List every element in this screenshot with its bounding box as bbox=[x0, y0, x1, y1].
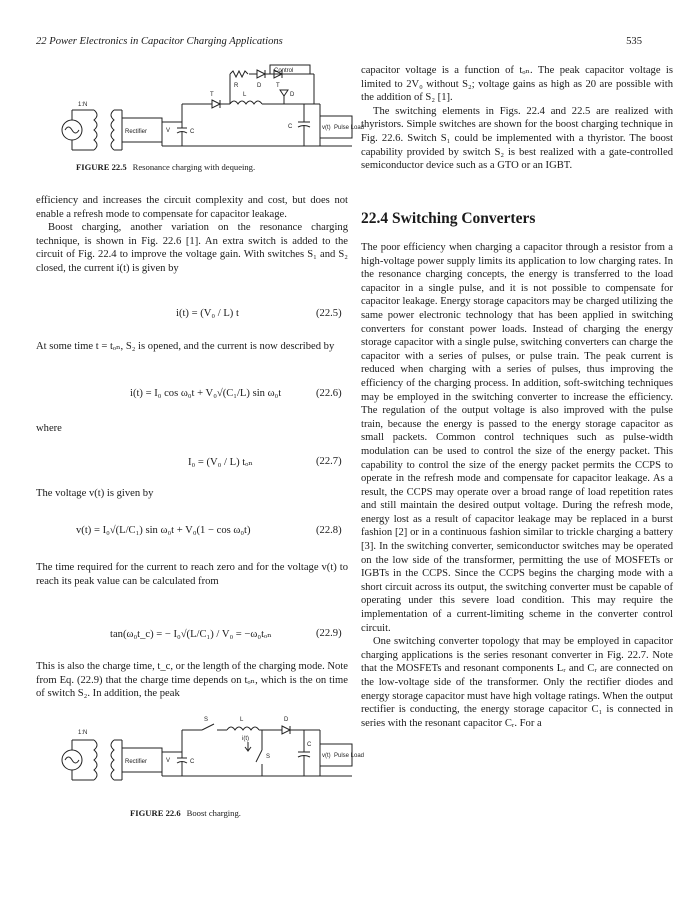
left-column-top bbox=[36, 194, 348, 276]
equation-22-5: i(t) = (V₀ / L) t bbox=[176, 308, 239, 319]
paragraph: The switching elements in Figs. 22.4 and 22.5 are realized with thyristors. Simple switches are shown for the boost charging technique in Fig. 22.6. Switch S₁ could be implemented with a thyristor. The boost capability provided by switch S₂ is best realized with a gate-controlled semiconductor device such as a GTO or an IGBT. bbox=[361, 105, 673, 172]
figure-22-6-caption bbox=[130, 808, 241, 818]
paragraph: The voltage v(t) is given by bbox=[36, 488, 154, 499]
label-l: L bbox=[240, 717, 244, 723]
label-ratio: 1:N bbox=[78, 730, 88, 736]
label-s1: S bbox=[204, 717, 209, 723]
inductor-l bbox=[230, 101, 262, 104]
equation-22-9: tan(ω₀t_c) = − I₀√(L/C₁) / V₀ = −ω₀tₒₙ bbox=[110, 629, 272, 640]
label-c2: C bbox=[190, 759, 195, 765]
label-d1: D bbox=[290, 92, 295, 98]
equation-22-7: I₀ = (V₀ / L) tₒₙ bbox=[188, 457, 253, 468]
paragraph: One switching converter topology that may be employed in capacitor charging applications is the series resonant converter in Fig. 22.7. Note that the MOSFETs and resonant components Lᵣ and Cᵣ are connected on the low-voltage side of the transformer. Only the rectifier diodes and energy storage capacitor must have high voltage ratings. When the output rectifier is conducting, the energy storage capacitor C₁ is connected in series with the resonant capacitor Cᵣ. For a bbox=[361, 636, 673, 729]
figure-label: FIGURE 22.6 bbox=[130, 808, 181, 818]
equation-number: (22.8) bbox=[316, 525, 342, 536]
transformer bbox=[94, 110, 97, 150]
label-t1: T bbox=[210, 92, 214, 98]
paragraph: capacitor voltage is a function of tₒₙ. The peak capacitor voltage is limited to 2V₀ without S₂; voltage gains as high as 20 are possible with the addition of S₂ [1]. bbox=[361, 65, 673, 104]
transformer bbox=[94, 740, 97, 780]
paragraph: efficiency and increases the circuit complexity and cost, but does not enable a refresh mode to compensate for capacitor leakage. bbox=[36, 195, 348, 220]
control-label: Control bbox=[274, 68, 294, 74]
label-v0: V bbox=[166, 128, 171, 134]
label-s2: S bbox=[266, 754, 271, 760]
section-heading: 22.4 Switching Converters bbox=[361, 210, 536, 227]
running-header: 22 Power Electronics in Capacitor Charging Applications bbox=[36, 36, 283, 47]
label-c1: C bbox=[288, 124, 293, 130]
paragraph: Boost charging, another variation on the resonance charging technique, is shown in Fig. 22.6 [1]. An extra switch is added to the circuit of Fig. 22.4 to improve the voltage gain. With switches S₁ and S₂ closed, the current i(t) is given by bbox=[36, 222, 348, 274]
label-rectifier: Rectifier bbox=[125, 759, 148, 765]
label-t2: T bbox=[276, 83, 280, 89]
label-vt: v(t) bbox=[322, 125, 331, 131]
right-column-body bbox=[361, 241, 673, 730]
figure-caption-text: Resonance charging with dequeing. bbox=[132, 162, 256, 172]
equation-22-6: i(t) = I₀ cos ω₀t + V₀√(C₁/L) sin ω₀t bbox=[130, 388, 282, 399]
paragraph: At some time t = tₒₙ, S₂ is opened, and the current is now described by bbox=[36, 341, 335, 352]
paragraph: The time required for the current to reach zero and for the voltage v(t) to reach its peak value can be calculated from bbox=[36, 562, 348, 587]
equation-22-8: v(t) = I₀√(L/C₁) sin ω₀t + V₀(1 − cos ω₀t) bbox=[76, 525, 251, 536]
equation-number: (22.6) bbox=[316, 388, 342, 399]
label-l: L bbox=[243, 92, 247, 98]
label-it: i(t) bbox=[242, 736, 249, 742]
equation-number: (22.5) bbox=[316, 308, 342, 319]
right-column-top bbox=[361, 64, 673, 173]
label-vt: v(t) bbox=[322, 753, 331, 759]
label-r: R bbox=[234, 83, 239, 89]
figure-22-5-caption bbox=[76, 162, 255, 172]
inductor-l bbox=[227, 727, 259, 730]
figure-caption-text: Boost charging. bbox=[186, 808, 241, 818]
figure-label: FIGURE 22.5 bbox=[76, 162, 127, 172]
page-number: 535 bbox=[626, 36, 642, 47]
paragraph: where bbox=[36, 423, 62, 434]
label-d1: D bbox=[284, 717, 289, 723]
label-ratio: 1:N bbox=[78, 102, 88, 108]
figure-22-6-circuit bbox=[52, 714, 365, 800]
label-d2: D bbox=[257, 83, 262, 89]
label-c1: C bbox=[307, 742, 312, 748]
figure-22-5-circuit bbox=[52, 60, 365, 158]
equation-number: (22.9) bbox=[316, 628, 342, 639]
paragraph: This is also the charge time, t_c, or the length of the charging mode. Note from Eq. (22.9) that the charge time depends on tₒₙ, which is the on time of switch S₂. In addition, the peak bbox=[36, 661, 348, 700]
label-pulse-load: Pulse Load bbox=[334, 125, 365, 131]
label-rectifier: Rectifier bbox=[125, 129, 148, 135]
equation-number: (22.7) bbox=[316, 456, 342, 467]
label-v0: V bbox=[166, 758, 171, 764]
label-pulse-load: Pulse Load bbox=[334, 753, 365, 759]
paragraph: The poor efficiency when charging a capacitor through a resistor from a high-voltage power supply limits its application to low charging rates. In the resonance charging concepts, the energy is transferred to the load capacitor in a single pulse, and it is not possible to compensate for capacitor leakage. Energy storage capacitors may be charged utilizing the same power electronic technology that has been applied in switching converters for constant power loads. Instead of charging the energy storage capacitor with a single pulse, switching converters can charge the capacitor with a series of pulses, or pulse train. The peak current is reduced when charging with a series of pulses, thus improving the efficiency of the charging process. In addition, soft-switching techniques may be employed in the switching converter to increase the efficiency. The regulation of the output voltage is also improved with the pulse train, because the energy is passed to the energy storage capacitor as small packets. Common control techniques such as pulse-width modulation can be used to control the size of the energy packet. This capability to control the size of the energy packet permits the CCPS to operate in the refresh mode and compensate for capacitor leakage. As a result, the CCPS may operate over a broad range of load repetition rates and still maintain the desired output voltage. During the refresh mode, energy lost as a result of capacitor leakage may be replaced in a burst fashion [2] or in a continuous fashion similar to trickle charging a battery [3]. In the switching converter, semiconductor switches may be operated on the low side of the transformer, permitting the use of MOSFETs or IGBTs in the CCPS. Since the CCPS begins the charging mode with a short circuit across its output, the switching converter must be capable of operating under this severe load condition. This may require the implementation of a current-limiting scheme in the converter control circuit. bbox=[361, 242, 673, 634]
label-c2: C bbox=[190, 129, 195, 135]
